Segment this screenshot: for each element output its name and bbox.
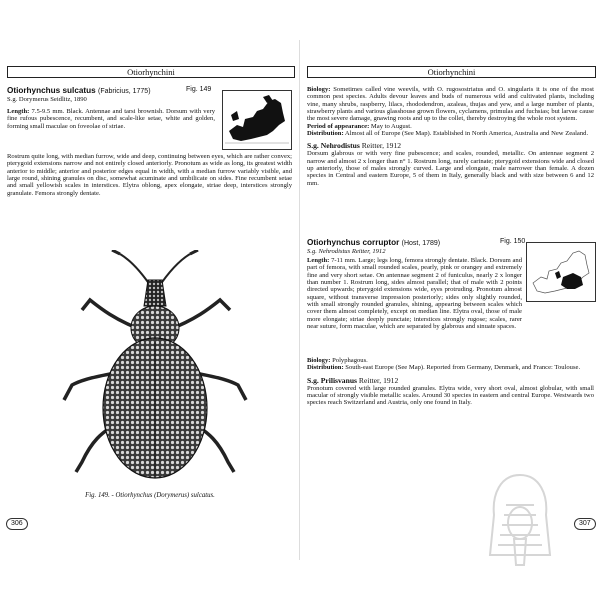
subgenus-prilisvanus-text: Pronotum covered with large rounded granules. Elytra wide, very short oval, almost globular, with small macular of strongly visible metallic scales. Around 30 species in eastern and central Europe. Westwards two species reach Switzerland and Austria, only one found in Italy.: [307, 384, 594, 407]
period-label: Period of appearance:: [307, 122, 370, 130]
biology-2-label: Biology:: [307, 357, 331, 364]
weevil-illustration: [60, 250, 250, 490]
subgenus-nehrodistus-heading: S.g. Nehrodistus: [307, 141, 360, 151]
species-2-tail-block: [307, 357, 594, 407]
period-text: May to August.: [369, 122, 412, 130]
subgenus-prilisvanus-heading: S.g. Prilisvanus: [307, 375, 358, 385]
sphinx-watermark-logo: [480, 465, 560, 585]
length-label: Length:: [7, 108, 30, 115]
page-number-right: 307: [574, 518, 596, 530]
species-name: Otiorhynchus sulcatus: [7, 86, 96, 95]
distribution-2-text: South-east Europe (See Map). Reported from Germany, Denmark, and France: Toulouse.: [343, 364, 581, 372]
species-author: (Fabricius, 1775): [98, 88, 151, 95]
biology-2-text: Polyphagous.: [330, 357, 368, 364]
biology-section: [307, 86, 594, 187]
figure-caption: Fig. 149. - Otiorhynchus (Dorymerus) sulcatus.: [85, 492, 215, 499]
species-2-name: Otiorhynchus corruptor: [307, 238, 400, 247]
length-2-text: 7-11 mm. Large; legs long, femora strongly dentate. Black. Dorsum and part of femora, with small rounded scales, pearly, pink or orangey and extremely fine and very short setae. On antennae segment 2 of funiculus, nearly 2 x longer than number 1. Rostrum long, sides almost parallel; that of male with 2 points directed upwards; pterygoid extensions wide, eyes protruding. Pronotum almost square, without transverse impression posteriorly; sides only slightly rounded, with small strongly rounded granules, shining, appearing between scales which cover them almost completely, except on median line. Elytra oval, those of male more elongate; striae deeply punctate; interstices strongly rugose; scales, rarer near suture, form maculae, which are separated by glabrous and sinuate spaces.: [307, 257, 522, 331]
description-block-a: [7, 108, 215, 130]
running-header-right: Otiorhynchini: [307, 66, 596, 78]
subgenus-nehrodistus-author: Reitter, 1912: [359, 141, 402, 151]
species-2-author: (Host, 1789): [401, 240, 441, 247]
distribution-2-label: Distribution:: [307, 364, 344, 372]
subgenus-2-line: S.g. Nehrodistus Reitter, 1912: [307, 248, 386, 255]
species-2-header-block: [307, 238, 522, 255]
running-header-left: Otiorhynchini: [7, 66, 295, 78]
distribution-map-europe: [222, 90, 292, 150]
page-number-left: 306: [6, 518, 28, 530]
species-2-length-block: [307, 257, 522, 330]
distribution-map-southeast-europe: [526, 242, 596, 302]
description-para-1: 7.5-9.5 mm. Black. Antennae and tarsi brownish. Dorsum with very fine rufous pubescence, recumbent, and scale-like setae, white and golden, forming small maculae on foveolae of striae.: [7, 108, 215, 130]
subgenus-nehrodistus-text: Dorsum glabrous or with very fine pubescence; and scales, rounded, metallic. On antennae segment 2 narrow and almost 2 x longer than n° 1. Rostrum long, rarely carinate; pterygoid extensions wide and closed up anteriorly, those of males strongly curved. Large and elongate, male narrower than female. A dozen species in Central and eastern Europe, 5 of them in Italy, generally black and with size between 6 and 12 mm.: [307, 150, 594, 187]
figure-reference-149: Fig. 149: [186, 86, 212, 93]
distribution-label: Distribution:: [307, 130, 344, 138]
distribution-text: Almost all of Europe (See Map). Established in North America, Australia and New Zealand.: [343, 130, 589, 138]
subgenus-line: S.g. Dorymerus Seidlitz, 1890: [7, 96, 87, 103]
biology-label: Biology:: [307, 86, 331, 93]
length-2-label: Length:: [307, 257, 330, 264]
subgenus-prilisvanus-author: Reitter, 1912: [357, 375, 399, 385]
description-para-2: Rostrum quite long, with median furrow, wide and deep, continuing between eyes, which are rather convex; pterygoid extensions narrow and not entirely closed anteriorly. Pronotum as wide as long, its greatest width anterior to middle; anterior and posterior edges equal in width, with a median furrow variably visible, and large round, shining granules on disc, somewhat acuminate and umbilicate on sides. Fine recumbent setae and small yellowish scales in interstices. Elytra oblong, apex elongate, striae deep, interstices strongly granulate. Femora strongly dentate.: [7, 153, 292, 197]
figure-reference-150: Fig. 150: [500, 238, 526, 245]
biology-text: Sometimes called vine weevils, with O. rugosostriatus and O. singularis it is one of the most common pest species. Adults devour leaves and buds of numerous wild and cultivated plants, including vine, many shrubs, raspberry, lilacs, rhododendron, azaleas, thujas and yew, and a large number of plants, strawberry plants and various glasshouse grown flowers, cyclamens, primulas and fuchsias; but larvae cause the most severe damage, gnawing roots and up to the collet, thereby destroying the whole root system.: [307, 86, 594, 123]
description-block-b: [7, 153, 292, 197]
species-header-block: [7, 86, 187, 103]
